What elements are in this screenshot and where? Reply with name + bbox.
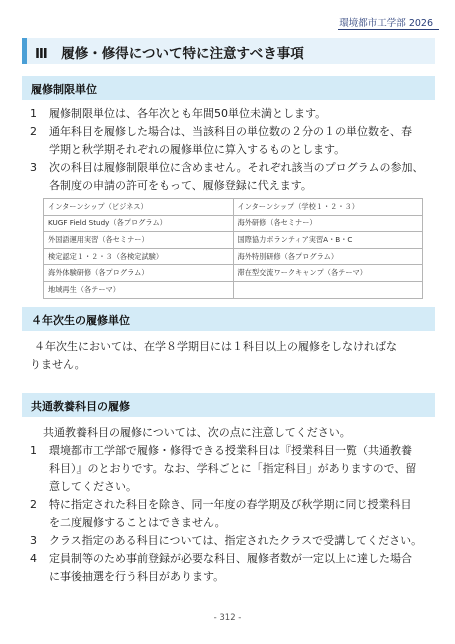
- item-text: に事後抽選を行う科目があります。: [49, 570, 225, 583]
- item-text: 定員制等のため事前登録が必要な科目、履修者数が一定以上に達した場合: [49, 552, 412, 565]
- item-text: 履修制限単位は、各年次とも年間50単位未満とします。: [49, 107, 327, 120]
- item-text: 環境都市工学部で履修・修得できる授業科目は『授業科目一覧（共通教養: [49, 444, 412, 457]
- table-row: [44, 265, 423, 282]
- table-cell: 外国語運用実習（各セミナー）: [44, 232, 234, 249]
- table-cell: 地域再生（各テーマ）: [44, 281, 234, 298]
- table-row: [44, 199, 423, 216]
- item-number: 3: [30, 161, 37, 174]
- table-cell: KUGF Field Study（各プログラム）: [44, 215, 234, 232]
- page-header-title: 環境都市工学部 2026: [339, 18, 433, 29]
- item-number: 2: [30, 498, 37, 511]
- table-row: [44, 248, 423, 265]
- table-cell: インターンシップ（学校１・２・３）: [233, 199, 423, 216]
- excluded-programs-table: [43, 198, 423, 299]
- item-text: 学期と秋学期それぞれの履修単位に算入するものとします。: [49, 143, 346, 156]
- table-cell: [233, 281, 423, 298]
- table-cell: 滞在型交流ワークキャンプ（各テーマ）: [233, 265, 423, 282]
- table-row: [44, 281, 423, 298]
- section-heading-general-education: [22, 393, 435, 417]
- paragraph-text: 共通教養科目の履修については、次の点に注意してください。: [43, 426, 351, 439]
- chapter-title: Ⅲ 履修・修得について特に注意すべき事項: [35, 46, 304, 62]
- section-title: 履修制限単位: [31, 83, 97, 96]
- paragraph-text: りません。: [30, 358, 86, 371]
- item-number: 1: [30, 444, 37, 457]
- table-cell: 海外体験研修（各プログラム）: [44, 265, 234, 282]
- item-number: 3: [30, 534, 37, 547]
- page-header-rule: [338, 29, 439, 30]
- table-cell: 海外特別研修（各プログラム）: [233, 248, 423, 265]
- section-title: ４年次生の履修単位: [31, 314, 130, 327]
- table-row: [44, 232, 423, 249]
- paragraph-text: ４年次生においては、在学８学期目には１科目以上の履修をしなければな: [34, 340, 397, 353]
- table-row: [44, 215, 423, 232]
- item-number: 4: [30, 552, 37, 565]
- section-heading-credit-limit: [22, 76, 435, 100]
- item-text: クラス指定のある科目については、指定されたクラスで受講してください。: [49, 534, 423, 547]
- table-cell: インターンシップ（ビジネス）: [44, 199, 234, 216]
- table-cell: 国際協力ボランティア実習A・B・C: [233, 232, 423, 249]
- item-text: 特に指定された科目を除き、同一年度の春学期及び秋学期に同じ授業科目: [49, 498, 412, 511]
- chapter-heading: [22, 38, 435, 64]
- section-heading-4th-year: [22, 307, 435, 331]
- item-number: 1: [30, 107, 37, 120]
- page-number: - 312 -: [213, 613, 242, 623]
- table-cell: 検定認定１・２・３（各検定試験）: [44, 248, 234, 265]
- item-text: 意してください。: [49, 480, 137, 493]
- section-title: 共通教養科目の履修: [31, 400, 130, 413]
- item-number: 2: [30, 125, 37, 138]
- item-text: を二度履修することはできません。: [49, 516, 226, 529]
- item-text: 次の科目は履修制限単位に含めません。それぞれ該当のプログラムの参加、: [49, 161, 424, 174]
- item-text: 通年科目を履修した場合は、当該科目の単位数の２分の１の単位数を、春: [49, 125, 412, 138]
- item-text: 各制度の申請の許可をもって、履修登録に代えます。: [49, 179, 312, 192]
- table-cell: 海外研修（各セミナー）: [233, 215, 423, 232]
- item-text: 科目）』のとおりです。なお、学科ごとに「指定科目」がありますので、留: [49, 462, 417, 475]
